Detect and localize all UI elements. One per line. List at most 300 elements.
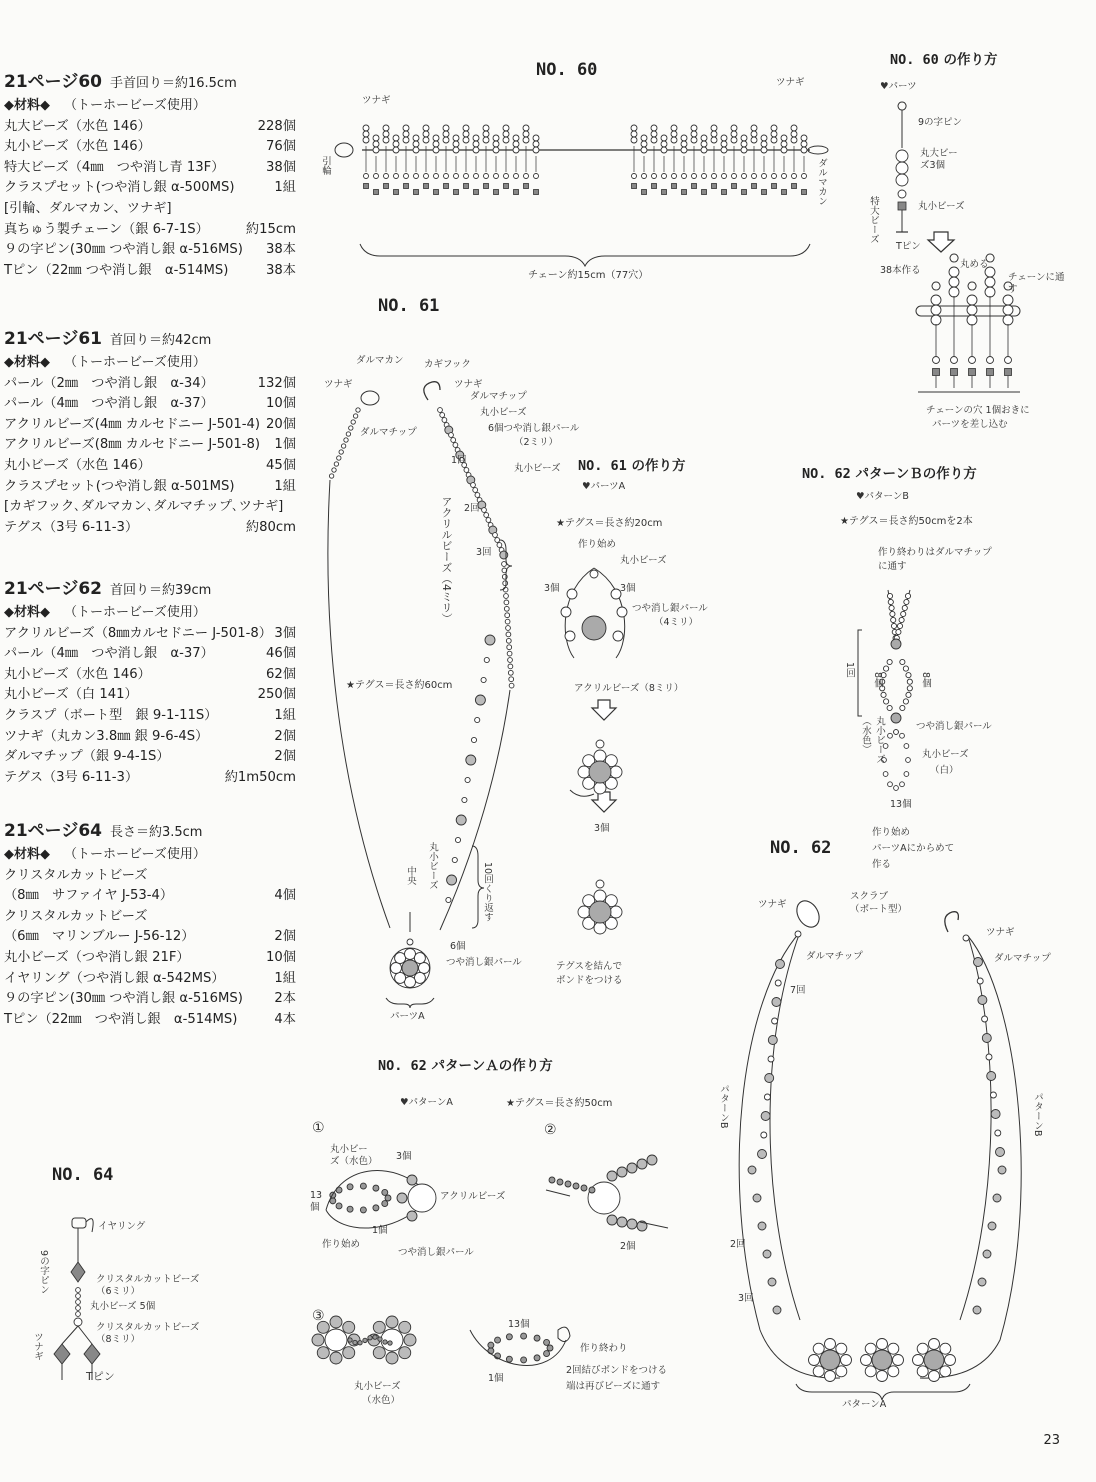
marusho-bead	[969, 357, 976, 364]
tokudai-bead	[364, 184, 369, 189]
pin-loop	[968, 282, 976, 290]
marudai-bead	[681, 147, 687, 153]
marudai-bead	[761, 135, 767, 141]
pearl-4mm	[594, 922, 606, 934]
bead	[990, 1092, 996, 1098]
tokudai-bead	[933, 369, 940, 376]
label-darumachip: ダルマチップ	[360, 427, 417, 438]
pearl	[988, 1222, 996, 1230]
heading-how62b: NO. 62 パターンＢの作り方	[802, 466, 977, 482]
tokudai-bead	[384, 184, 389, 189]
marusho-bead	[589, 1187, 595, 1193]
label-end-2: に通す	[878, 561, 907, 572]
marusho-bead	[547, 1345, 553, 1351]
label-darumachip: ダルマチップ	[994, 953, 1051, 964]
marusho-bead	[896, 629, 901, 634]
label-patA: ♥パターンA	[400, 1097, 453, 1108]
tokudai-bead	[524, 184, 529, 189]
pearl-4mm	[617, 607, 627, 617]
label-tsunagi: ツナギ	[454, 379, 483, 390]
bead	[449, 433, 454, 438]
label-start-2: パーツAにからめて	[872, 843, 955, 854]
tokudai-bead	[504, 184, 509, 189]
label-1ko: 1個	[372, 1225, 388, 1236]
marusho-bead	[336, 1203, 342, 1209]
darumakan	[361, 391, 379, 405]
marudai-bead	[781, 141, 787, 147]
marusho-bead	[642, 174, 647, 179]
pearl-2mm	[351, 420, 355, 424]
marudai-bead	[731, 137, 737, 143]
pearl	[891, 713, 901, 723]
marusho-bead	[544, 1351, 550, 1357]
marusho-bead	[906, 673, 911, 678]
marusho-bead	[891, 623, 896, 628]
marudai-bead	[403, 125, 409, 131]
clasp-hook	[945, 912, 959, 932]
pearl	[888, 1343, 899, 1354]
pearl-2mm	[507, 651, 512, 656]
tokudai-bead	[682, 190, 687, 195]
marudai-bead	[701, 135, 707, 141]
acrylic-8mm	[924, 1350, 944, 1370]
marusho-bead	[407, 939, 413, 945]
bead	[772, 998, 781, 1007]
bead	[456, 815, 466, 825]
pearl-4mm	[578, 906, 590, 918]
materials-item: Tピン（22㎜ つや消し銀 α-514MS) 38本	[4, 262, 296, 278]
pearl	[317, 1347, 329, 1359]
marudai-bead	[443, 125, 449, 131]
pearl-2mm	[332, 468, 336, 472]
acrylic-8mm	[589, 901, 611, 923]
label-chuou: 中央	[405, 866, 416, 885]
marudai-bead	[443, 137, 449, 143]
bead	[974, 958, 983, 967]
pearl-2mm	[504, 600, 509, 605]
marudai-bead	[721, 141, 727, 147]
pearl	[978, 1278, 986, 1286]
pearl	[399, 1321, 411, 1333]
marudai-bead	[751, 137, 757, 143]
marudai-bead	[721, 147, 727, 153]
marudai-bead	[651, 131, 657, 137]
pearl-4mm	[613, 631, 623, 641]
marudai-bead	[741, 135, 747, 141]
marudai-bead	[931, 295, 941, 305]
clasp-ring	[335, 143, 353, 157]
marusho-bead	[900, 733, 905, 738]
pearl-2mm	[503, 581, 508, 586]
pearl-4mm	[405, 949, 416, 960]
pearl	[813, 1343, 824, 1354]
pearl	[397, 1193, 407, 1203]
label-partsA: パーツA	[390, 1011, 425, 1022]
label-step1: ①	[312, 1120, 325, 1136]
marudai-bead	[363, 131, 369, 137]
inner-strand	[960, 936, 991, 1320]
acrylic-8mm	[820, 1350, 840, 1370]
marusho-bead	[495, 1337, 501, 1343]
page-number: 23	[1043, 1433, 1060, 1448]
tokudai-bead	[642, 190, 647, 195]
pearl	[373, 1321, 385, 1333]
marudai-bead	[761, 147, 767, 153]
bead	[482, 508, 487, 513]
tsunagi	[795, 931, 801, 937]
marusho-bead	[894, 786, 899, 791]
crystal-6mm	[71, 1262, 85, 1282]
materials-item: クラスプ（ボート型 銀 9-1-11S） 1組	[4, 707, 296, 723]
marusho-bead	[904, 599, 909, 604]
tokudai-bead	[772, 184, 777, 189]
marusho-bead	[590, 570, 598, 578]
bead	[991, 1110, 1000, 1119]
materials-item: テグス（3号 6-11-3） 約80cm	[4, 519, 296, 535]
marusho-bead	[488, 1348, 494, 1354]
pearl-2mm	[504, 594, 509, 599]
bead	[772, 1018, 778, 1024]
marudai-bead	[493, 147, 499, 153]
label-kagifook: カギフック	[424, 359, 471, 370]
marudai-bead	[721, 135, 727, 141]
bead	[440, 413, 445, 418]
materials-item: クラスプセット(つや消し銀 α-500MS) 1組	[4, 180, 296, 196]
bead	[495, 538, 500, 543]
pearl	[825, 1371, 836, 1382]
marusho-bead	[76, 1312, 81, 1317]
materials-item: パール（4㎜ つや消し銀 α-37） 46個	[4, 646, 296, 662]
marudai-bead	[931, 305, 941, 315]
tokudai-bead	[672, 184, 677, 189]
label-acrylic4: アクリルビーズ（4ミリ）	[440, 496, 453, 624]
marusho-bead	[887, 593, 892, 598]
marusho-bead	[360, 1207, 366, 1213]
bead	[471, 737, 476, 742]
materials-subheading: ◆材料◆ （トーホービーズ使用）	[4, 847, 206, 862]
marudai-bead	[896, 150, 908, 162]
marusho-bead	[682, 174, 687, 179]
tokudai-bead	[652, 184, 657, 189]
marusho-bead	[76, 1300, 81, 1305]
label-marusho: 丸小ビーズ	[918, 201, 965, 212]
pearl	[607, 1215, 617, 1225]
pearl	[773, 1306, 781, 1314]
marudai-bead	[503, 125, 509, 131]
tokudai-bead	[712, 184, 717, 189]
materials-item: （6㎜ マリンブルー J-56-12） 2個	[4, 929, 296, 945]
bead	[446, 897, 451, 902]
marudai-bead	[463, 131, 469, 137]
marudai-bead	[393, 147, 399, 153]
bead	[775, 980, 781, 986]
bead	[761, 1132, 767, 1138]
marusho-bead	[474, 174, 479, 179]
pearl	[399, 1347, 411, 1359]
marusho-bead	[534, 1335, 540, 1341]
label-earring: イヤリング	[98, 1221, 146, 1232]
marudai-bead	[896, 174, 908, 186]
arrow-down	[592, 792, 616, 812]
marusho-bead	[692, 174, 697, 179]
marudai-bead	[671, 137, 677, 143]
pearl	[386, 1316, 398, 1328]
pearl	[627, 1219, 637, 1229]
marusho-bead	[596, 740, 604, 748]
marusho-bead	[549, 1177, 555, 1183]
pearl-4mm	[610, 906, 622, 918]
acrylic-8mm	[325, 1329, 347, 1351]
marusho-bead	[662, 174, 667, 179]
marusho-bead	[414, 174, 419, 179]
bead	[452, 857, 457, 862]
pearl	[836, 1343, 847, 1354]
marudai-bead	[413, 135, 419, 141]
pearl-4mm	[567, 589, 577, 599]
pearl-2mm	[509, 683, 514, 688]
clasp-boat	[792, 897, 823, 931]
pearl	[753, 1194, 761, 1202]
marudai-bead	[363, 137, 369, 143]
marusho-bead	[444, 174, 449, 179]
tokudai-bead	[782, 190, 787, 195]
brace-chain	[360, 244, 810, 266]
label-9pin: 9の字ピン	[38, 1250, 49, 1295]
bead	[982, 1016, 988, 1022]
marudai-bead	[641, 147, 647, 153]
marudai-bead	[483, 125, 489, 131]
tokudai-bead	[951, 369, 958, 376]
marudai-bead	[493, 141, 499, 147]
pearl	[893, 1355, 904, 1366]
marudai-bead	[661, 135, 667, 141]
marudai-bead	[949, 267, 959, 277]
label-parts-sashikomu: パーツを差し込む	[932, 419, 1008, 430]
marusho-bead	[348, 1338, 352, 1342]
marusho-bead	[904, 744, 909, 749]
tokudai-bead	[969, 369, 976, 376]
marusho-bead	[581, 1185, 587, 1191]
heading-how60: NO. 60 の作り方	[890, 52, 998, 68]
label-chain-tosu: チェーンに通す	[1008, 272, 1065, 295]
marudai-bead	[473, 141, 479, 147]
label-3ko: 3個	[544, 583, 560, 594]
pearl-4mm	[594, 782, 606, 794]
marudai-bead	[453, 147, 459, 153]
label-tie: テグスを結んで	[556, 961, 623, 972]
marudai-bead	[433, 135, 439, 141]
marudai-bead	[801, 147, 807, 153]
marudai-bead	[513, 141, 519, 147]
label-tpin: Tピン	[896, 241, 921, 252]
pearl	[929, 1339, 940, 1350]
marudai-bead	[711, 131, 717, 137]
label-pearl-tsuyakeshi: つや消し銀パール	[446, 957, 522, 968]
pin-loop	[932, 282, 940, 290]
marusho-bead	[904, 772, 909, 777]
pearl	[404, 1334, 416, 1346]
tokudai-bead	[1005, 369, 1012, 376]
marudai-bead	[967, 295, 977, 305]
marusho-bead	[534, 174, 539, 179]
marudai-bead	[731, 131, 737, 137]
tokudai-bead	[987, 369, 994, 376]
bead	[500, 551, 508, 559]
materials-item: 丸小ビーズ（水色 146） 45個	[4, 457, 296, 473]
label-chain-ana: チェーンの穴 1個おきに	[926, 405, 1030, 416]
materials-measure: 首回り＝約39cm	[109, 583, 212, 598]
marusho-bead	[565, 1181, 571, 1187]
marusho-bead	[887, 705, 892, 710]
marusho-bead	[933, 357, 940, 364]
marudai-bead	[631, 131, 637, 137]
marudai-bead	[1003, 295, 1013, 305]
howto-62a-diagram	[312, 1155, 668, 1365]
marusho-bead	[951, 357, 958, 364]
label-marudai: 丸大ビーズ3個	[920, 148, 958, 171]
marudai-bead	[671, 125, 677, 131]
marusho-bead	[742, 174, 747, 179]
bead	[471, 483, 476, 488]
bead	[987, 1072, 996, 1081]
marusho-bead	[534, 1355, 540, 1361]
pearl	[407, 1211, 417, 1221]
tokudai-bead	[414, 190, 419, 195]
label-patA: パターンA	[842, 1399, 887, 1410]
pearl	[861, 1355, 872, 1366]
materials-item: クラスプセット(つや消し銀 α-501MS) 1組	[4, 478, 296, 494]
knot	[558, 1327, 570, 1341]
label-marusho-b: 丸小ビーズ	[354, 1381, 401, 1392]
marusho-bead	[672, 174, 677, 179]
materials-item: アクリルビーズ（8㎜カルセドニー J-501-8） 3個	[4, 625, 296, 641]
bead	[768, 1056, 774, 1062]
pearl	[343, 1321, 355, 1333]
pearl-2mm	[504, 606, 509, 611]
marusho-bead	[782, 174, 787, 179]
marusho-bead	[374, 174, 379, 179]
bead	[485, 635, 495, 645]
marusho-bead	[373, 1335, 377, 1339]
marudai-bead	[741, 141, 747, 147]
heading-how62a: NO. 62 パターンＡの作り方	[378, 1058, 553, 1074]
bead	[462, 797, 467, 802]
pearl	[865, 1343, 876, 1354]
arrow-down	[928, 232, 954, 252]
label-7kai: 7回	[790, 985, 806, 996]
label-tegusu-60: ★テグス＝長さ約60cm	[346, 680, 453, 691]
pearl-2mm	[506, 632, 511, 637]
bead	[776, 960, 785, 969]
marudai-bead	[463, 137, 469, 143]
label-patB: ♥パターンB	[856, 491, 909, 502]
tokudai-bead	[534, 190, 539, 195]
label-end-2: 2回結びボンドをつける	[566, 1365, 668, 1376]
marusho-bead	[897, 623, 902, 628]
marusho-bead	[902, 605, 907, 610]
marudai-bead	[731, 125, 737, 131]
label-8ko: 8個	[920, 672, 931, 688]
marudai-bead	[453, 135, 459, 141]
marusho-bead	[901, 611, 906, 616]
label-tsunagi: ツナギ	[986, 927, 1015, 938]
bead	[475, 695, 485, 705]
marusho-bead	[464, 174, 469, 179]
label-parts: ♥パーツ	[880, 81, 917, 92]
marudai-bead	[641, 141, 647, 147]
pearl-2mm	[502, 562, 507, 567]
bead	[768, 1036, 777, 1045]
marudai-bead	[523, 125, 529, 131]
label-marusho-b-color: （水色）	[362, 1395, 401, 1406]
tokudai-bead	[374, 190, 379, 195]
marudai-bead	[771, 137, 777, 143]
label-3ko: 3個	[594, 823, 610, 834]
materials-item: 丸小ビーズ（水色 146） 62個	[4, 666, 296, 682]
materials-subheading: ◆材料◆ （トーホービーズ使用）	[4, 355, 206, 370]
title-no62: NO. 62	[770, 838, 832, 858]
label-end: 作り終わり	[580, 1343, 628, 1354]
pearl-4mm	[414, 953, 425, 964]
marusho-bead	[373, 1205, 379, 1211]
marudai-bead	[513, 135, 519, 141]
marusho-bead	[903, 699, 908, 704]
marusho-bead	[360, 1183, 366, 1189]
bead	[455, 837, 460, 842]
label-pearl: つや消し銀パール	[916, 721, 992, 732]
marusho-bead	[484, 174, 489, 179]
tegusu	[546, 1190, 570, 1196]
bead	[442, 418, 447, 423]
marudai-bead	[373, 135, 379, 141]
materials-item: イヤリング（つや消し銀 α-542MS） 1組	[4, 970, 296, 986]
marudai-bead	[383, 131, 389, 137]
pin-loop	[898, 102, 906, 110]
bead	[977, 978, 983, 984]
pearl	[940, 1366, 951, 1377]
marudai-bead	[373, 147, 379, 153]
materials-item: [引輪、ダルマカン、ツナギ]	[4, 200, 172, 216]
pin-loop	[950, 254, 958, 262]
marudai-bead	[751, 131, 757, 137]
marudai-bead	[711, 125, 717, 131]
label-make38: 38本作る	[880, 265, 921, 276]
bead	[761, 1112, 770, 1121]
bead	[764, 1094, 770, 1100]
pearl-4mm	[419, 963, 430, 974]
title-no61: NO. 61	[378, 296, 440, 316]
marudai-bead	[631, 125, 637, 131]
pearl	[407, 1175, 417, 1185]
materials-item: ９の字ピン(30㎜ つや消し銀 α-516MS) 38本	[4, 242, 296, 258]
tokudai-bead	[394, 190, 399, 195]
pearl	[998, 1166, 1006, 1174]
label-end: 作り終わりはダルマチップ	[878, 547, 992, 558]
marusho-bead	[987, 357, 994, 364]
marusho-bead	[488, 1342, 494, 1348]
marusho-bead	[363, 1338, 367, 1342]
tsunagi	[963, 935, 969, 941]
label-darumakan: ダルマカン	[356, 355, 404, 366]
label-marusho-mizuiro: 丸小ビーズ（水色）	[860, 716, 885, 764]
materials-item: （8㎜ サファイヤ J-53-4） 4個	[4, 888, 296, 904]
label-pearl-6: 6個つや消し銀パール	[488, 423, 580, 434]
materials-item: クリスタルカットビーズ	[4, 908, 148, 924]
materials-item: アクリルビーズ(4㎜ カルセドニー J-501-4) 20個	[4, 416, 296, 432]
marusho-bead	[802, 174, 807, 179]
marusho-bead	[792, 174, 797, 179]
tokudai-bead	[792, 184, 797, 189]
